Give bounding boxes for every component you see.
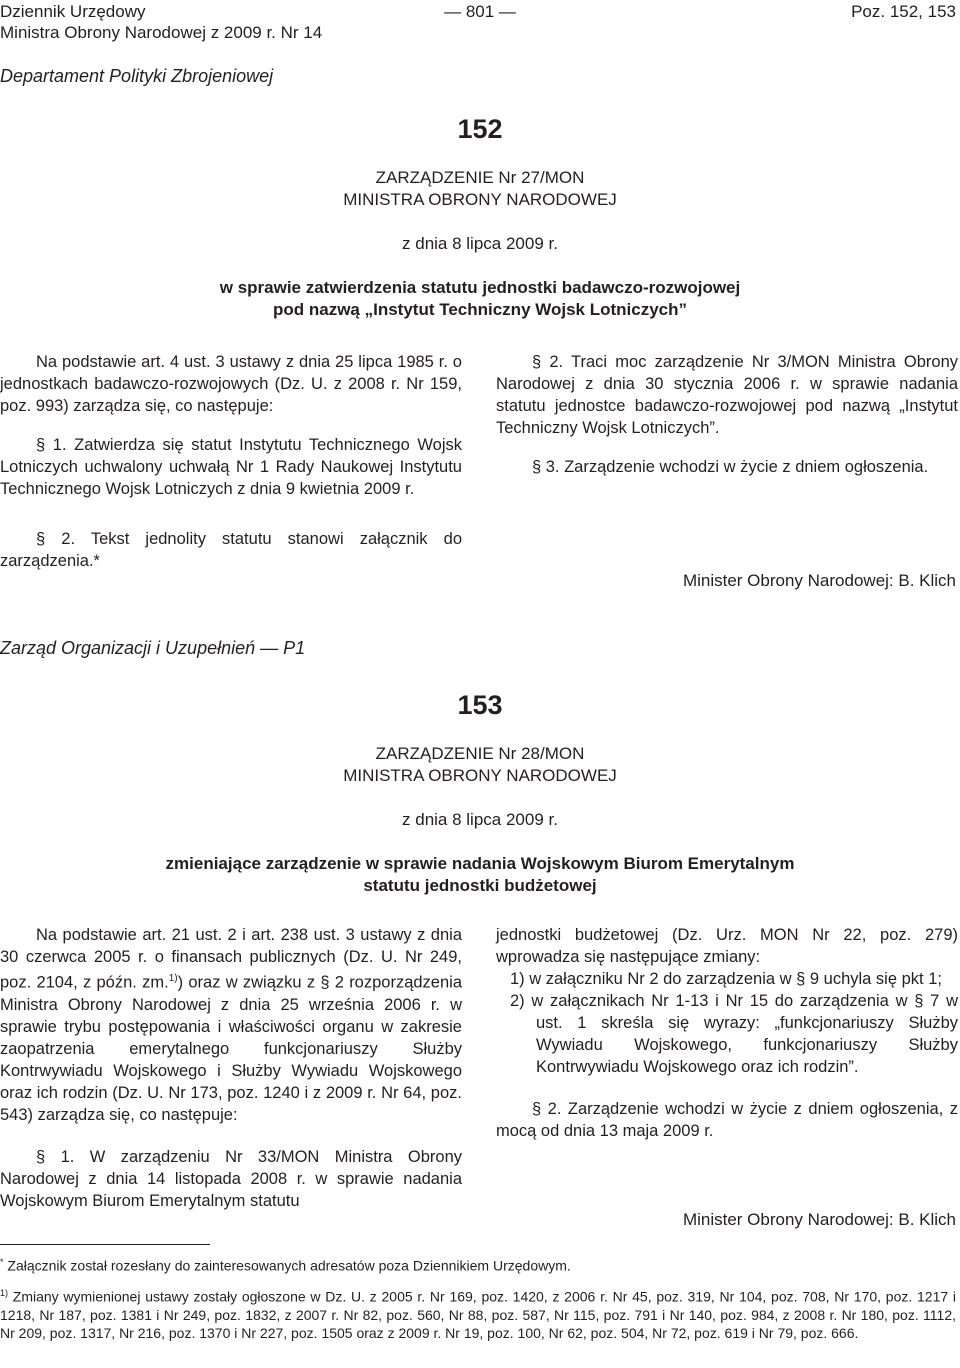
paragraph-1-153-continued: jednostki budżetowej (Dz. Urz. MON Nr 22, poz. 279) wprowadza się następujące zmiany: — [496, 926, 958, 966]
left-column-152 — [0, 351, 462, 572]
journal-issue: Ministra Obrony Narodowej z 2009 r. Nr 14 — [0, 23, 323, 42]
department-153: Zarząd Organizacji i Uzupełnień — P1 — [0, 638, 306, 658]
position-number-153: 153 — [457, 690, 503, 720]
change-item-1: 1) w załączniku Nr 2 do zarządzenia w § 9 uchyla się pkt 1; — [510, 970, 942, 988]
paragraph-2-153: § 2. Zarządzenie wchodzi w życie z dniem ogłoszenia, z mocą od dnia 13 maja 2009 r. — [496, 1100, 958, 1140]
paragraph-2b-152: § 2. Traci moc zarządzenie Nr 3/MON Ministra Obrony Narodowej z dnia 30 stycznia 2006 r. w sprawie nadania statutu jednostce badawczo-rozwojowej pod nazwą „Instytut Techniczny Wojsk Lotniczych”. — [496, 353, 958, 437]
preamble-153: Na podstawie art. 21 ust. 2 i art. 238 ust. 3 ustawy z dnia 30 czerwca 2005 r. o finansach publicznych (Dz. U. Nr 249, poz. 2104, z późn. zm.$^{1)}$) oraz w związku z § 2 rozporządzenia Ministra Obrony Narodowej z dnia 25 września 2006 r. w sprawie trybu postępowania i właściwości organu w zakresie zaopatrzenia emerytalnego funkcjonariuszy Służby Kontrwywiadu Wojskowego i Służby Wywiadu Wojskowego oraz ich rodzin (Dz. U. Nr 173, poz. 1240 i z 2009 r. Nr 64, poz. 543) zarządza się, co następuje: — [0, 926, 463, 1124]
position-number-152: 152 — [457, 114, 503, 144]
change-item-2: 2) w załącznikach Nr 1-13 i Nr 15 do zarządzenia w § 7 w ust. 1 skreśla się wyrazy: „funkcjonariuszy Służby Wywiadu Wojskowego, funkcjonariuszy Służby Kontrwywiadu Wojskowego oraz ich rodzin”. — [510, 992, 958, 1076]
footnote-1: $^{1)}$ Zmiany wymienionej ustawy zostały ogłoszone w Dz. U. z 2005 r. Nr 169, poz. 1420, z 2006 r. Nr 45, poz. 319, Nr 104, poz. 708, Nr 170, poz. 1217 i 1218, Nr 187, poz. 1381 i Nr 249, poz. 1832, z 2007 r. Nr 82, poz. 560, Nr 88, poz. 587, Nr 115, poz. 791 i Nr 140, poz. 984, z 2008 r. Nr 180, poz. 1112, Nr 209, poz. 1317, Nr 216, poz. 1370 i Nr 227, poz. 1505 oraz z 2009 r. Nr 19, poz. 100, Nr 62, poz. 504, Nr 72, poz. 619 i Nr 79, poz. 666. — [0, 1288, 956, 1341]
preamble-152: Na podstawie art. 4 ust. 3 ustawy z dnia 25 lipca 1985 r. o jednostkach badawczo-rozwojowych (Dz. U. z 2008 r. Nr 159, poz. 993) zarządza się, co następuje: — [0, 353, 462, 415]
right-column-152 — [496, 351, 958, 478]
left-column-153 — [0, 924, 462, 1212]
act-subject-152-line1: w sprawie zatwierdzenia statutu jednostki badawczo-rozwojowej — [219, 278, 741, 297]
act-date-152: z dnia 8 lipca 2009 r. — [402, 234, 558, 253]
right-column-153 — [496, 924, 958, 1142]
act-issuer-153: MINISTRA OBRONY NARODOWEJ — [343, 766, 617, 785]
act-subject-153-line1: zmieniające zarządzenie w sprawie nadania Wojskowym Biurom Emerytalnym — [165, 854, 795, 873]
act-subject-152-line2: pod nazwą „Instytut Techniczny Wojsk Lotniczych” — [272, 300, 688, 319]
signature-153: Minister Obrony Narodowej: B. Klich — [682, 1210, 956, 1229]
journal-title: Dziennik Urzędowy — [0, 2, 146, 21]
act-title-152: ZARZĄDZENIE Nr 27/MON — [375, 168, 585, 187]
footnote-ref-1: 1) — [168, 973, 178, 984]
act-title-153: ZARZĄDZENIE Nr 28/MON — [375, 744, 585, 763]
department-152: Departament Polityki Zbrojeniowej — [0, 66, 274, 86]
footnote-asterisk: * Załącznik został rozesłany do zainteresowanych adresatów poza Dziennikiem Urzędowym. — [0, 1257, 571, 1274]
paragraph-3-152: § 3. Zarządzenie wchodzi w życie z dniem ogłoszenia. — [532, 458, 929, 476]
footnote-separator — [0, 1244, 210, 1245]
act-date-153: z dnia 8 lipca 2009 r. — [402, 810, 558, 829]
act-subject-153-line2: statutu jednostki budżetowej — [363, 876, 597, 895]
act-issuer-152: MINISTRA OBRONY NARODOWEJ — [343, 190, 617, 209]
paragraph-1-153: § 1. W zarządzeniu Nr 33/MON Ministra Obrony Narodowej z dnia 14 listopada 2008 r. w sprawie nadania Wojskowym Biurom Emerytalnym statutu — [0, 1147, 462, 1210]
page-number: — 801 — — [444, 2, 516, 21]
paragraph-1-152: § 1. Zatwierdza się statut Instytutu Technicznego Wojsk Lotniczych uchwalony uchwałą Nr 1 Rady Naukowej Instytutu Technicznego Wojsk Lotniczych z dnia 9 kwietnia 2009 r. — [0, 436, 462, 498]
positions: Poz. 152, 153 — [851, 2, 956, 21]
signature-152: Minister Obrony Narodowej: B. Klich — [682, 571, 956, 590]
paragraph-2-152: § 2. Tekst jednolity statutu stanowi załącznik do zarządzenia.* — [0, 530, 462, 570]
